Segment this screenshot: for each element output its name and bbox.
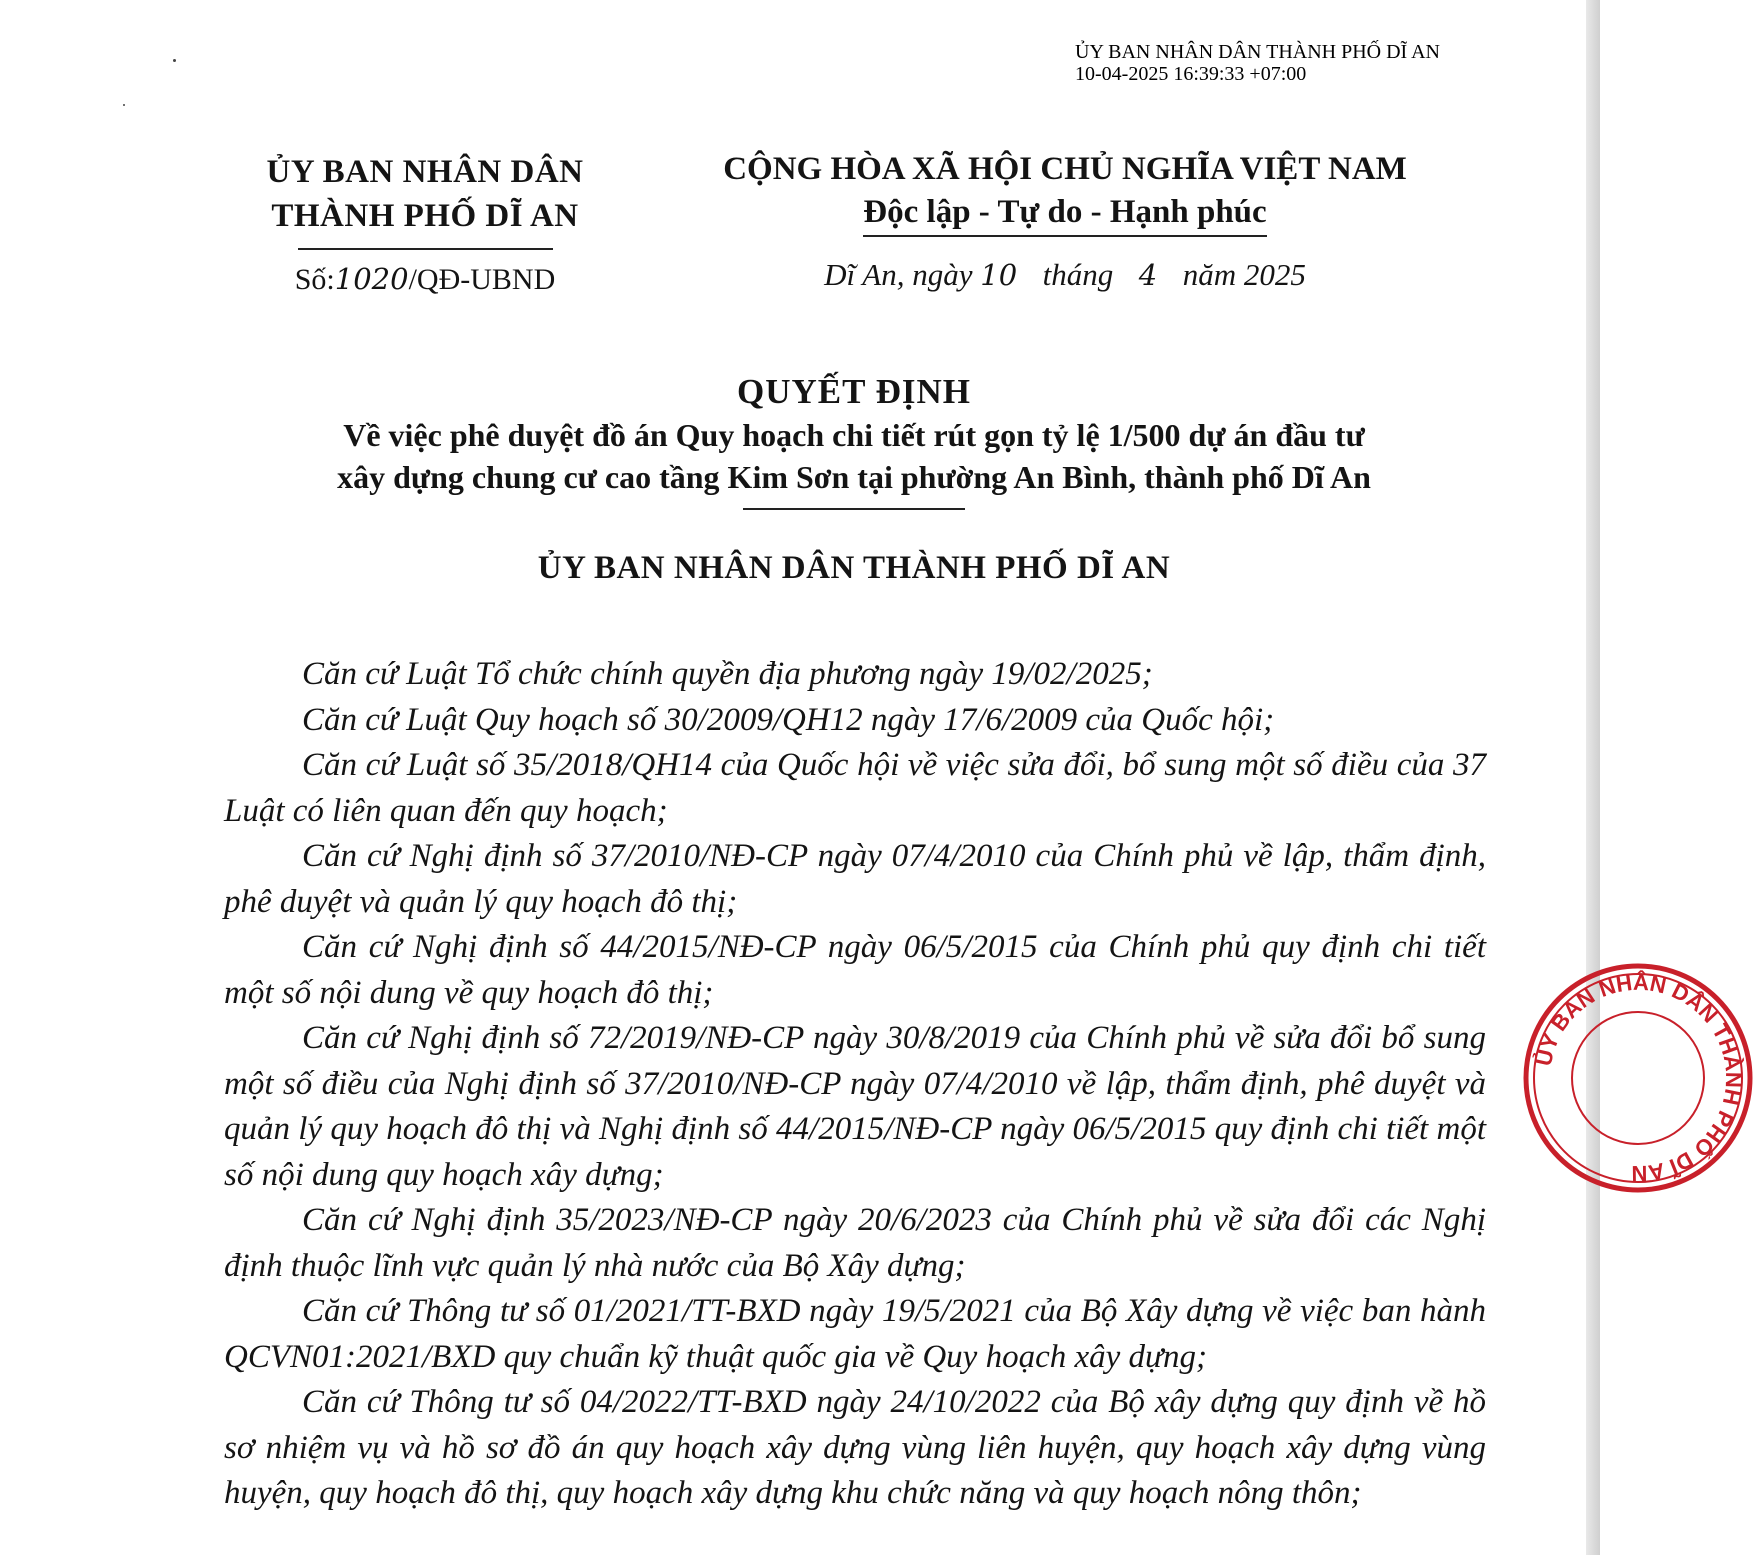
citation-paragraph: Căn cứ Nghị định số 37/2010/NĐ-CP ngày 07/4/2010 của Chính phủ về lập, thẩm định, phê duyệt và quản lý quy hoạch đô thị; — [224, 838, 1486, 920]
issuer-heading: ỦY BAN NHÂN DÂN THÀNH PHỐ DĨ AN — [537, 550, 1171, 586]
place-prefix: Dĩ An, ngày — [824, 257, 973, 292]
document-number-handwritten: 1020 — [334, 262, 409, 296]
handwritten-month: 4 — [1138, 258, 1158, 292]
decision-heading: QUYẾT ĐỊNH — [737, 372, 971, 411]
document-number-suffix: /QĐ-UBND — [408, 263, 556, 296]
page-edge — [1586, 0, 1600, 1555]
agency-name-line1: ỦY BAN NHÂN DÂN — [266, 154, 584, 190]
handwritten-day: 10 — [980, 258, 1018, 292]
scan-speck — [173, 59, 176, 62]
digital-signature-stamp — [1075, 41, 1440, 85]
place-and-date — [690, 257, 1440, 293]
issuing-agency-header — [230, 150, 620, 297]
decision-subject-line2: xây dựng chung cư cao tầng Kim Sơn tại phường An Bình, thành phố Dĩ An — [337, 459, 1371, 495]
seal-center-ring — [1572, 1012, 1704, 1144]
decision-subject-line1: Về việc phê duyệt đồ án Quy hoạch chi tiết rút gọn tỷ lệ 1/500 dự án đầu tư — [343, 417, 1365, 453]
citation-paragraph: Căn cứ Thông tư số 01/2021/TT-BXD ngày 19/5/2021 của Bộ Xây dựng về việc ban hành QCVN01:2021/BXD quy chuẩn kỹ thuật quốc gia về Quy hoạch xây dựng; — [224, 1293, 1486, 1375]
signature-timestamp: 10-04-2025 16:39:33 +07:00 — [1075, 63, 1307, 85]
national-title: CỘNG HÒA XÃ HỘI CHỦ NGHĨA VIỆT NAM — [723, 151, 1407, 187]
citation-paragraph: Căn cứ Luật Tổ chức chính quyền địa phương ngày 19/02/2025; — [302, 656, 1153, 692]
citation-paragraph: Căn cứ Nghị định số 44/2015/NĐ-CP ngày 06/5/2015 của Chính phủ quy định chi tiết một số nội dung về quy hoạch đô thị; — [224, 929, 1486, 1011]
national-motto: Độc lập - Tự do - Hạnh phúc — [863, 191, 1266, 237]
legal-citations — [224, 652, 1486, 1517]
decision-underline — [743, 508, 965, 510]
seal-outer-ring — [1526, 966, 1750, 1190]
signature-signer: ỦY BAN NHÂN DÂN THÀNH PHỐ DĨ AN — [1075, 41, 1440, 63]
decision-title-block — [220, 370, 1488, 587]
official-seal — [1523, 963, 1753, 1193]
seal-text: ỦY BAN NHÂN DÂN THÀNH PHỐ DĨ AN — [1530, 969, 1747, 1187]
document-number — [230, 262, 620, 297]
year-label: năm 2025 — [1182, 257, 1306, 292]
citation-paragraph: Căn cứ Nghị định 35/2023/NĐ-CP ngày 20/6/2023 của Chính phủ về sửa đổi các Nghị định thuộc lĩnh vực quản lý nhà nước của Bộ Xây dựng; — [224, 1202, 1486, 1284]
citation-paragraph: Căn cứ Luật Quy hoạch số 30/2009/QH12 ngày 17/6/2009 của Quốc hội; — [302, 701, 1275, 738]
document-number-prefix: Số: — [294, 263, 335, 296]
citation-paragraph: Căn cứ Nghị định số 72/2019/NĐ-CP ngày 30/8/2019 của Chính phủ về sửa đổi bổ sung một số điều của Nghị định số 37/2010/NĐ-CP ngày 07/4/2010 về lập, thẩm định, phê duyệt và quản lý quy hoạch đô thị và Nghị định số 44/2015/NĐ-CP ngày 06/5/2015 quy định chi tiết một số nội dung quy hoạch xây dựng; — [224, 1020, 1486, 1193]
citation-paragraph: Căn cứ Luật số 35/2018/QH14 của Quốc hội về việc sửa đổi, bổ sung một số điều của 37 Luật có liên quan đến quy hoạch; — [224, 747, 1486, 829]
agency-name-line2: THÀNH PHỐ DĨ AN — [271, 198, 579, 234]
citation-paragraph: Căn cứ Thông tư số 04/2022/TT-BXD ngày 24/10/2022 của Bộ xây dựng quy định về hồ sơ nhiệm vụ và hồ sơ đồ án quy hoạch xây dựng vùng liên huyện, quy hoạch xây dựng vùng huyện, quy hoạch đô thị, quy hoạch xây dựng khu chức năng và quy hoạch nông thôn; — [224, 1384, 1486, 1511]
agency-underline — [298, 248, 553, 250]
scan-speck — [123, 104, 125, 106]
month-label: tháng — [1042, 257, 1114, 292]
national-header — [690, 147, 1440, 293]
